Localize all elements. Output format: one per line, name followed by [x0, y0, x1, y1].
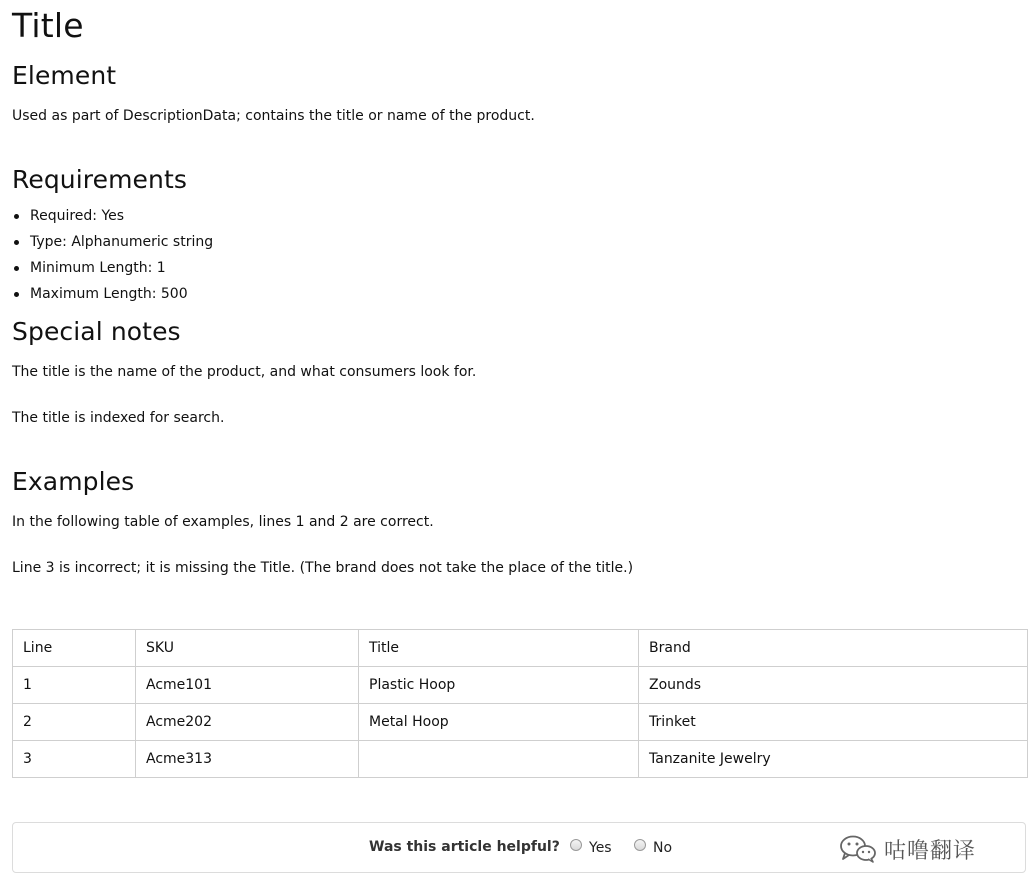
special-note-paragraph: The title is indexed for search. [12, 410, 225, 426]
wechat-icon [838, 834, 878, 864]
column-header-sku: SKU [136, 630, 359, 667]
table-cell-line: 3 [13, 741, 136, 778]
element-description: Used as part of DescriptionData; contains the title or name of the product. [12, 108, 535, 124]
watermark [838, 831, 1008, 867]
table-cell-sku: Acme313 [136, 741, 359, 778]
bullet-icon [14, 214, 19, 219]
table-cell-title: Metal Hoop [359, 704, 639, 741]
table-cell-title: Plastic Hoop [359, 667, 639, 704]
feedback-no-label[interactable]: No [653, 840, 673, 856]
special-note-paragraph: The title is the name of the product, and what consumers look for. [12, 364, 477, 380]
examples-heading: Examples [12, 467, 135, 496]
table-cell-title [359, 741, 639, 778]
special-notes-heading: Special notes [12, 317, 181, 346]
column-header-brand: Brand [639, 630, 1028, 667]
requirement-text: Maximum Length: 500 [30, 286, 188, 302]
feedback-yes-radio[interactable] [570, 839, 582, 851]
examples-paragraph: Line 3 is incorrect; it is missing the Title. (The brand does not take the place of the title.) [12, 560, 634, 576]
table-cell-line: 2 [13, 704, 136, 741]
column-header-line: Line [13, 630, 136, 667]
table-header-row [13, 630, 1028, 667]
table-row [13, 741, 1028, 778]
requirements-heading: Requirements [12, 165, 188, 194]
bullet-icon [14, 240, 19, 245]
page-title: Title [12, 6, 84, 45]
bullet-icon [14, 292, 19, 297]
table-cell-sku: Acme202 [136, 704, 359, 741]
table-cell-brand: Zounds [639, 667, 1028, 704]
table-cell-line: 1 [13, 667, 136, 704]
feedback-yes-label[interactable]: Yes [589, 840, 612, 856]
requirement-text: Minimum Length: 1 [30, 260, 166, 276]
requirement-item [30, 284, 1028, 310]
requirement-item [30, 232, 1028, 258]
column-header-title: Title [359, 630, 639, 667]
examples-table [12, 629, 1028, 778]
requirement-item [30, 206, 1028, 232]
requirement-text: Type: Alphanumeric string [30, 234, 214, 250]
requirements-list [12, 206, 1028, 310]
table-cell-sku: Acme101 [136, 667, 359, 704]
element-heading: Element [12, 61, 117, 90]
watermark-text: 咕噜翻译 [884, 838, 977, 864]
table-cell-brand: Tanzanite Jewelry [639, 741, 1028, 778]
requirement-text: Required: Yes [30, 208, 125, 224]
table-cell-brand: Trinket [639, 704, 1028, 741]
bullet-icon [14, 266, 19, 271]
feedback-no-radio[interactable] [634, 839, 646, 851]
feedback-question: Was this article helpful? [369, 839, 560, 855]
requirement-item [30, 258, 1028, 284]
examples-paragraph: In the following table of examples, lines 1 and 2 are correct. [12, 514, 434, 530]
table-row [13, 704, 1028, 741]
table-row [13, 667, 1028, 704]
